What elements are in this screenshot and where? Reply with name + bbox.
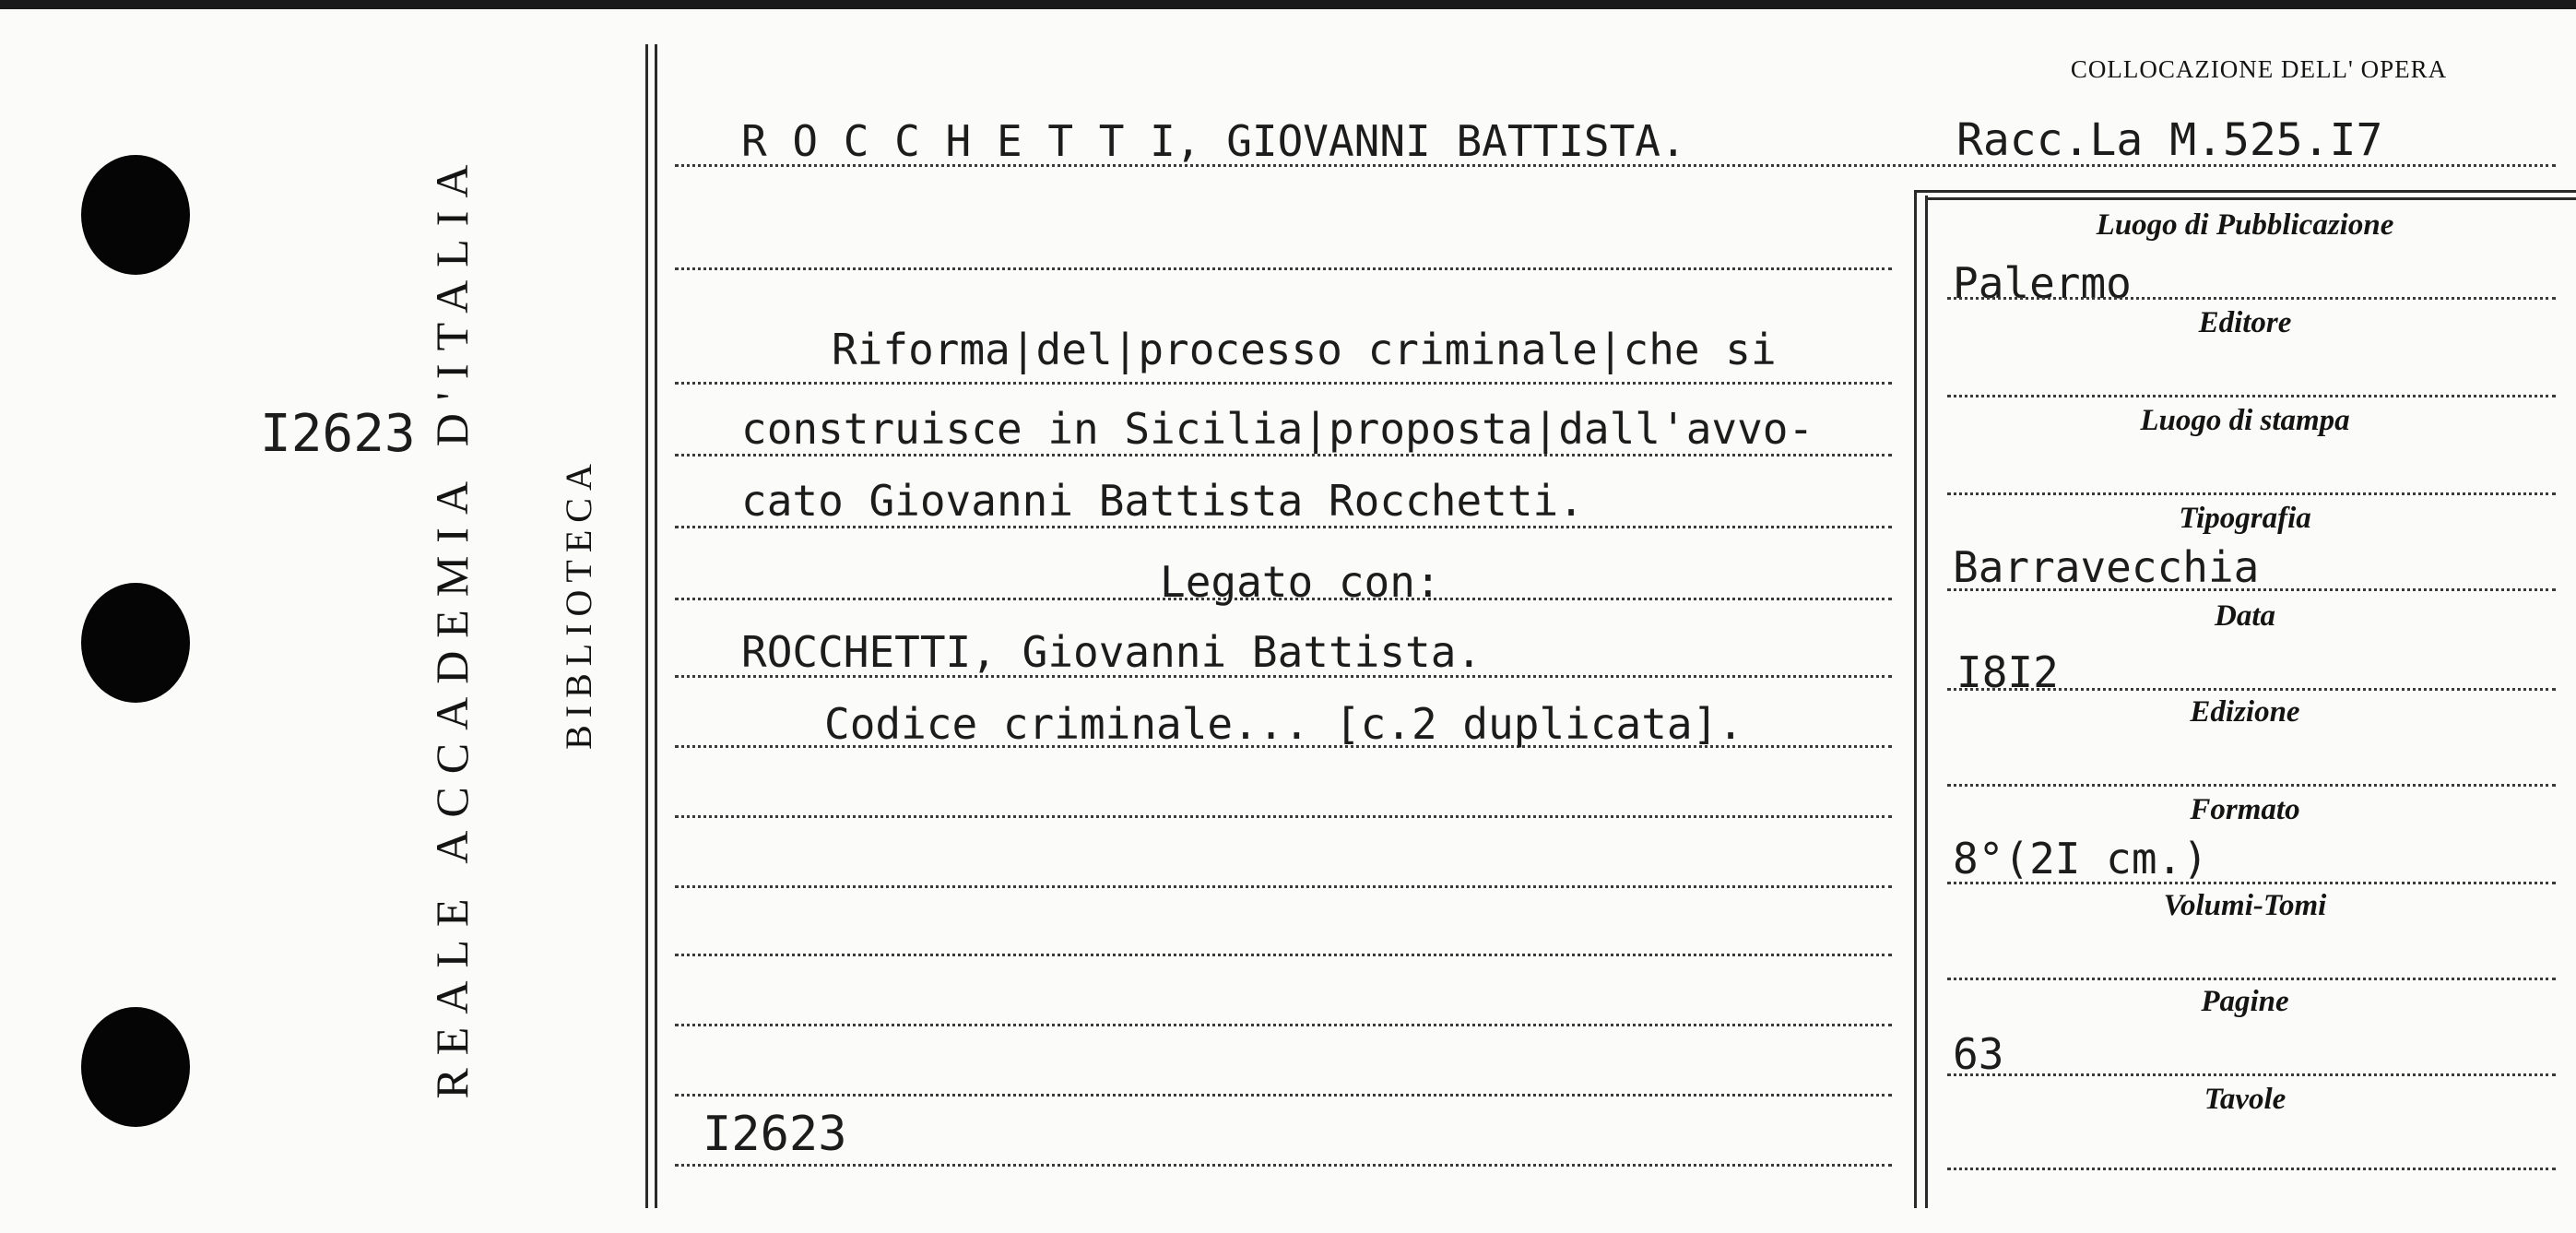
panel-line-3 <box>1947 492 2556 495</box>
panel-line-1 <box>1947 297 2556 300</box>
bound-with-label: Legato con: <box>1160 557 1441 607</box>
edizione-label: Edizione <box>2190 695 2300 729</box>
tipografia-label: Tipografia <box>2179 502 2311 535</box>
editore-label: Editore <box>2198 306 2292 339</box>
luogo-pubblicazione-label: Luogo di Pubblicazione <box>2096 208 2394 242</box>
panel-line-10 <box>1947 1168 2556 1170</box>
luogo-stampa-label: Luogo di stampa <box>2140 404 2350 437</box>
tipografia-value: Barravecchia <box>1953 542 2260 592</box>
data-label: Data <box>2215 599 2275 633</box>
panel-line-7 <box>1947 882 2556 884</box>
data-value: I8I2 <box>1956 647 2059 697</box>
main-border-left-1 <box>645 44 648 1208</box>
punch-hole-middle <box>81 583 190 703</box>
pagine-value: 63 <box>1953 1029 2004 1079</box>
ruled-line-11 <box>675 954 1892 956</box>
institution-name: REALE ACCADEMIA D'ITALIA <box>426 151 478 1099</box>
pagine-label: Pagine <box>2201 985 2289 1018</box>
collocation-header: COLLOCAZIONE DELL' OPERA <box>2070 55 2448 83</box>
tavole-label: Tavole <box>2204 1083 2286 1116</box>
panel-line-4 <box>1947 588 2556 591</box>
ruled-line-14 <box>675 1164 1892 1167</box>
left-accession-number: I2623 <box>260 404 416 464</box>
bound-title: Codice criminale... [c.2 duplicata]. <box>824 699 1743 749</box>
main-border-left-2 <box>655 44 657 1208</box>
panel-line-6 <box>1947 784 2556 787</box>
panel-border-1 <box>1914 190 1917 1208</box>
institution-department: BIBLIOTECA <box>558 456 599 750</box>
formato-label: Formato <box>2190 793 2300 826</box>
ruled-line-13 <box>675 1094 1892 1097</box>
author-heading: R O C C H E T T I, GIOVANNI BATTISTA. <box>741 116 1686 166</box>
ruled-line-3 <box>675 382 1892 385</box>
ruled-line-4 <box>675 454 1892 456</box>
formato-value: 8°(2I cm.) <box>1953 834 2208 883</box>
title-line-3: cato Giovanni Battista Rocchetti. <box>741 476 1584 526</box>
title-line-2: construisce in Sicilia|proposta|dall'avvo- <box>741 404 1814 454</box>
punch-hole-bottom <box>81 1007 190 1127</box>
ruled-line-5 <box>675 526 1892 528</box>
panel-border-2 <box>1925 196 1928 1208</box>
title-line-1: Riforma|del|processo criminale|che si <box>832 325 1777 374</box>
panel-top-1 <box>1914 190 2576 193</box>
panel-line-5 <box>1947 688 2556 691</box>
collocation-value: Racc.La M.525.I7 <box>1956 114 2383 166</box>
ruled-line-9 <box>675 815 1892 818</box>
ruled-line-12 <box>675 1024 1892 1026</box>
bottom-accession-number: I2623 <box>703 1107 847 1162</box>
luogo-pubblicazione-value: Palermo <box>1953 258 2132 308</box>
top-edge <box>0 0 2576 9</box>
volumi-tomi-label: Volumi-Tomi <box>2163 889 2327 922</box>
panel-line-8 <box>1947 978 2556 980</box>
punch-hole-top <box>81 155 190 275</box>
panel-line-2 <box>1947 395 2556 397</box>
bound-author: ROCCHETTI, Giovanni Battista. <box>741 627 1483 677</box>
ruled-line-2 <box>675 267 1892 270</box>
panel-top-2 <box>1925 197 2576 200</box>
panel-line-9 <box>1947 1073 2556 1076</box>
ruled-line-10 <box>675 885 1892 888</box>
ruled-line-1 <box>675 164 2556 167</box>
